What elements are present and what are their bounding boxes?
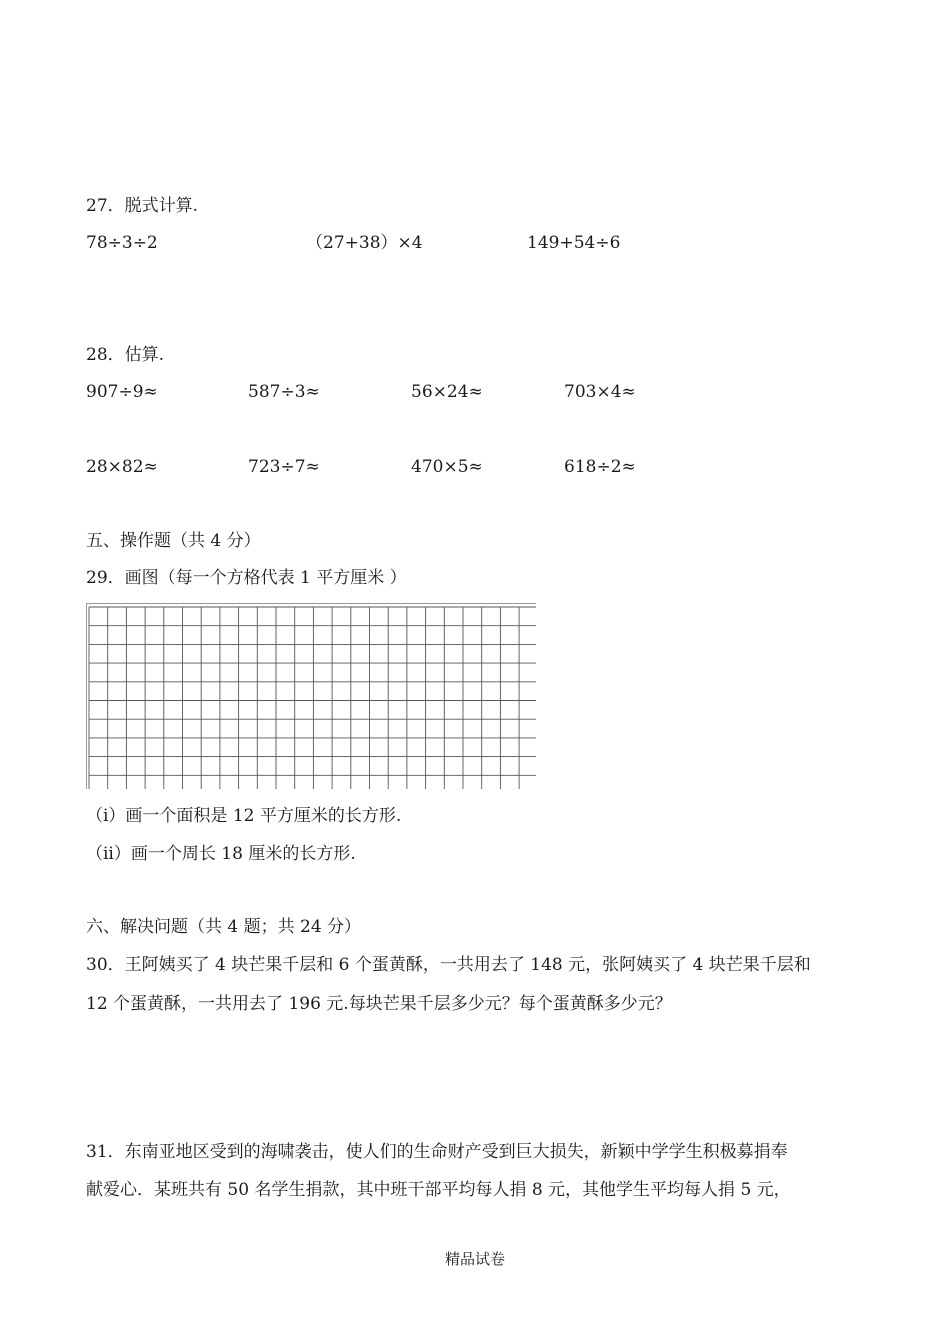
q28-r1-c4: 703×4≈ xyxy=(564,382,636,402)
q30-line-2: 12 个蛋黄酥，一共用去了 196 元.每块芒果千层多少元？每个蛋黄酥多少元？ xyxy=(86,994,672,1014)
q27-title: 27．脱式计算. xyxy=(86,196,199,216)
q29-part-i: （i）画一个面积是 12 平方厘米的长方形. xyxy=(86,806,402,826)
q28-r2-c1: 28×82≈ xyxy=(86,457,158,477)
q28-r1-c3: 56×24≈ xyxy=(411,382,483,402)
q29-title: 29．画图（每一个方格代表 1 平方厘米 ） xyxy=(86,568,407,588)
q28-r1-c1: 907÷9≈ xyxy=(86,382,158,402)
drawing-grid[interactable] xyxy=(86,603,536,789)
page-footer: 精品试卷 xyxy=(445,1250,506,1268)
q28-title: 28．估算. xyxy=(86,345,165,365)
q30-line-1: 30．王阿姨买了 4 块芒果千层和 6 个蛋黄酥，一共用去了 148 元，张阿姨买了 4 块芒果千层和 xyxy=(86,955,811,975)
q28-r1-c2: 587÷3≈ xyxy=(248,382,320,402)
q31-line-1: 31．东南亚地区受到的海啸袭击，使人们的生命财产受到巨大损失，新颖中学学生积极募捐奉 xyxy=(86,1142,788,1162)
q31-line-2: 献爱心．某班共有 50 名学生捐款，其中班干部平均每人捐 8 元，其他学生平均每人捐 5 元， xyxy=(86,1180,791,1200)
q29-part-ii: （ii）画一个周长 18 厘米的长方形. xyxy=(86,844,356,864)
section-5-heading: 五、操作题（共 4 分） xyxy=(86,531,261,551)
grid-frame xyxy=(87,604,537,790)
q28-r2-c4: 618÷2≈ xyxy=(564,457,636,477)
q28-r2-c2: 723÷7≈ xyxy=(248,457,320,477)
section-6-heading: 六、解决问题（共 4 题；共 24 分） xyxy=(86,917,362,937)
q27-item-2: （27+38）×4 xyxy=(306,233,423,253)
q28-r2-c3: 470×5≈ xyxy=(411,457,483,477)
q27-item-1: 78÷3÷2 xyxy=(86,233,158,253)
q27-item-3: 149+54÷6 xyxy=(527,233,621,253)
